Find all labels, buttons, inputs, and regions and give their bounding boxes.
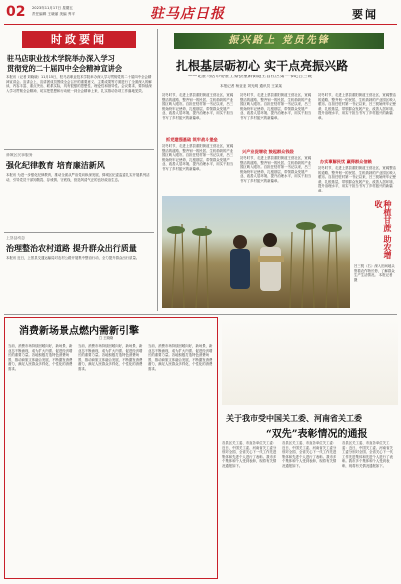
consumption-headline: 消费新场景点燃内需新引擎: [19, 326, 139, 337]
feature-banner-label: 振兴路上 党员先锋: [228, 35, 330, 46]
left-column: [4, 29, 154, 309]
consumption-byline: □ 王晓晓: [99, 336, 114, 340]
notice-body-col3: 各县区关工委、市直各单位关工委：近日，中国关工委、河南省关工委分别对全国、全省关心下一代工作先进集体和先进个人进行了表彰。我市多个集体和个人受到表彰，现将有关情况通报如下。: [342, 441, 393, 468]
story3-kicker: 上蔡县动态: [6, 236, 25, 240]
photo-caption: 吕三锐（右）深入田间地头察看农作物长势，了解群众生产生活情况。 本报记者 摄: [354, 264, 395, 282]
dateline-1: 2023年11月17日 星期五: [32, 6, 73, 10]
paper-logo: 驻马店日报: [150, 6, 225, 22]
story2-kicker: 驿城区民事服务: [6, 153, 33, 157]
sidebar-label: 种植甘蔗 助农增收: [374, 200, 393, 259]
divider: [4, 232, 154, 233]
lead-headline-line2: 贯彻党的二十届四中全会精神宣讲会: [7, 64, 123, 73]
story3-body: 本报讯 近日，上蔡县交通运输局对农村公路开展集中整治行动，全力提升群众出行质量。: [6, 256, 140, 260]
feature-subtitle: ——记驻马店市委驻上蔡县重阳街道王营社区第一书记吕三锐: [188, 75, 313, 79]
feature-headline: 扎根基层砺初心 实干点亮振兴路: [176, 59, 349, 73]
notice-title-line1: 关于我市受中国关工委、河南省关工委: [226, 413, 362, 423]
consumption-body-col2: 当前，消费市场持续回暖向好，新场景、新业态不断涌现，成为扩大内需、促进经济增长的重要力量。各地积极打造特色消费场景，推动商旅文体融合发展，不断激发消费潜力，满足人民群众多样化、个性化的消费需求。: [78, 344, 143, 371]
consumption-body-col1: 当前，消费市场持续回暖向好，新场景、新业态不断涌现，成为扩大内需、促进经济增长的重要力量。各地积极打造特色消费场景，推动商旅文体融合发展，不断激发消费潜力，满足人民群众多样化、个性化的消费需求。: [8, 344, 73, 371]
feature-banner: [174, 33, 384, 49]
notice-ornament: [222, 319, 398, 405]
section-banner: [22, 31, 136, 48]
consumption-story: [4, 317, 218, 579]
story2-body: 本报讯 为进一步强化纪律教育，推动全面从严治党向纵深发展，驿城区纪委监委扎实开展系列活动，引导党员干部知敬畏、存戒惧、守底线，营造风清气正的良好政治生态。: [6, 173, 150, 182]
masthead: [0, 0, 401, 27]
feature-body-col3: 初冬时节，走进上蔡县重阳街道王营社区，宽阔整洁的道路、整齐划一的民居、生机勃勃的产业园区映入眼帘。自担任驻村第一书记以来，吕三锐始终牢记使命，扎根基层，带领群众发展产业、改善人居环境、提升治理水平，用实干担当书写了乡村振兴的新篇章。: [318, 93, 396, 120]
story3-headline: 治理整治农村道路 提升群众出行质量: [6, 243, 137, 253]
lead-headline-line1: 驻马店职业技术学院举办深入学习: [7, 54, 115, 63]
feature-body-col1: 初冬时节，走进上蔡县重阳街道王营社区，宽阔整洁的道路、整齐划一的民居、生机勃勃的产业园区映入眼帘。自担任驻村第一书记以来，吕三锐始终牢记使命，扎根基层，带领群众发展产业、改善人居环境、提升治理水平，用实干担当书写了乡村振兴的新篇章。: [162, 93, 234, 120]
feature-subhead-1: 抓党建强基础 筑牢战斗堡垒: [166, 137, 218, 142]
consumption-body-col3: 当前，消费市场持续回暖向好，新场景、新业态不断涌现，成为扩大内需、促进经济增长的重要力量。各地积极打造特色消费场景，推动商旅文体融合发展，不断激发消费潜力，满足人民群众多样化、个性化的消费需求。: [148, 344, 213, 371]
feature-subhead-2: 兴产业促增收 鼓起群众钱袋: [242, 149, 294, 154]
sidebar-box: [354, 196, 396, 308]
feature-byline: 本报记者 杨亚亚 刘光明 通讯员 王某某: [220, 84, 283, 88]
story2-headline: 强化纪律教育 培育廉洁新风: [6, 160, 105, 170]
masthead-rule: [4, 24, 397, 25]
feature-article: [160, 29, 398, 311]
notice-title-line2: “双先”表彰情况的通报: [266, 429, 368, 440]
photo-field-illustration: [162, 196, 350, 308]
notice-body-col1: 各县区关工委、市直各单位关工委：近日，中国关工委、河南省关工委分别对全国、全省关心下一代工作先进集体和先进个人进行了表彰。我市多个集体和个人受到表彰，现将有关情况通报如下。: [222, 441, 277, 468]
feature-body-col2: 初冬时节，走进上蔡县重阳街道王营社区，宽阔整洁的道路、整齐划一的民居、生机勃勃的产业园区映入眼帘。自担任驻村第一书记以来，吕三锐始终牢记使命，扎根基层，带领群众发展产业、改善人居环境、提升治理水平，用实干担当书写了乡村振兴的新篇章。: [240, 93, 312, 120]
column-divider: [157, 29, 158, 311]
lead-body: 本报讯（记者 刘晓晓）11月15日，驻马店职业技术学院举办深入学习贯彻党的二十届四中全会精神宣讲会。宣讲会上，宣讲团成员围绕全会召开的重要意义、主要成果等方面进行了全面深入的解读，内容丰富、重点突出、联系实际，具有很强的思想性、理论性和指导性。会议要求，要持续深入学习贯彻全会精神，切实把思想和行动统一到全会精神上来，扎实推动各项工作落地见效。: [6, 75, 152, 93]
feature-subhead-3: 办实事解民忧 赢得群众信赖: [320, 159, 372, 164]
notice-article: [220, 317, 398, 577]
feature-body-col3b: 初冬时节，走进上蔡县重阳街道王营社区，宽阔整洁的道路、整齐划一的民居、生机勃勃的产业园区映入眼帘。自担任驻村第一书记以来，吕三锐始终牢记使命，扎根基层，带领群众发展产业、改善人居环境、提升治理水平，用实干担当书写了乡村振兴的新篇章。: [318, 166, 396, 192]
feature-body-col2b: 初冬时节，走进上蔡县重阳街道王营社区，宽阔整洁的道路、整齐划一的民居、生机勃勃的产业园区映入眼帘。自担任驻村第一书记以来，吕三锐始终牢记使命，扎根基层，带领群众发展产业、改善人居环境、提升治理水平，用实干担当书写了乡村振兴的新篇章。: [240, 156, 312, 183]
divider: [4, 149, 154, 150]
notice-body-col2: 各县区关工委、市直各单位关工委：近日，中国关工委、河南省关工委分别对全国、全省关心下一代工作先进集体和先进个人进行了表彰。我市多个集体和个人受到表彰，现将有关情况通报如下。: [282, 441, 337, 468]
dateline-2: 责任编辑 王晓丽 美编 秀平: [32, 12, 75, 16]
section-name: 要闻: [352, 8, 378, 21]
feature-body-col1b: 初冬时节，走进上蔡县重阳街道王营社区，宽阔整洁的道路、整齐划一的民居、生机勃勃的产业园区映入眼帘。自担任驻村第一书记以来，吕三锐始终牢记使命，扎根基层，带领群众发展产业、改善人居环境、提升治理水平，用实干担当书写了乡村振兴的新篇章。: [162, 144, 234, 171]
feature-photo: [162, 196, 350, 308]
divider: [4, 314, 397, 315]
page-number: 02: [6, 4, 26, 20]
section-banner-label: 时政要闻: [51, 33, 107, 46]
